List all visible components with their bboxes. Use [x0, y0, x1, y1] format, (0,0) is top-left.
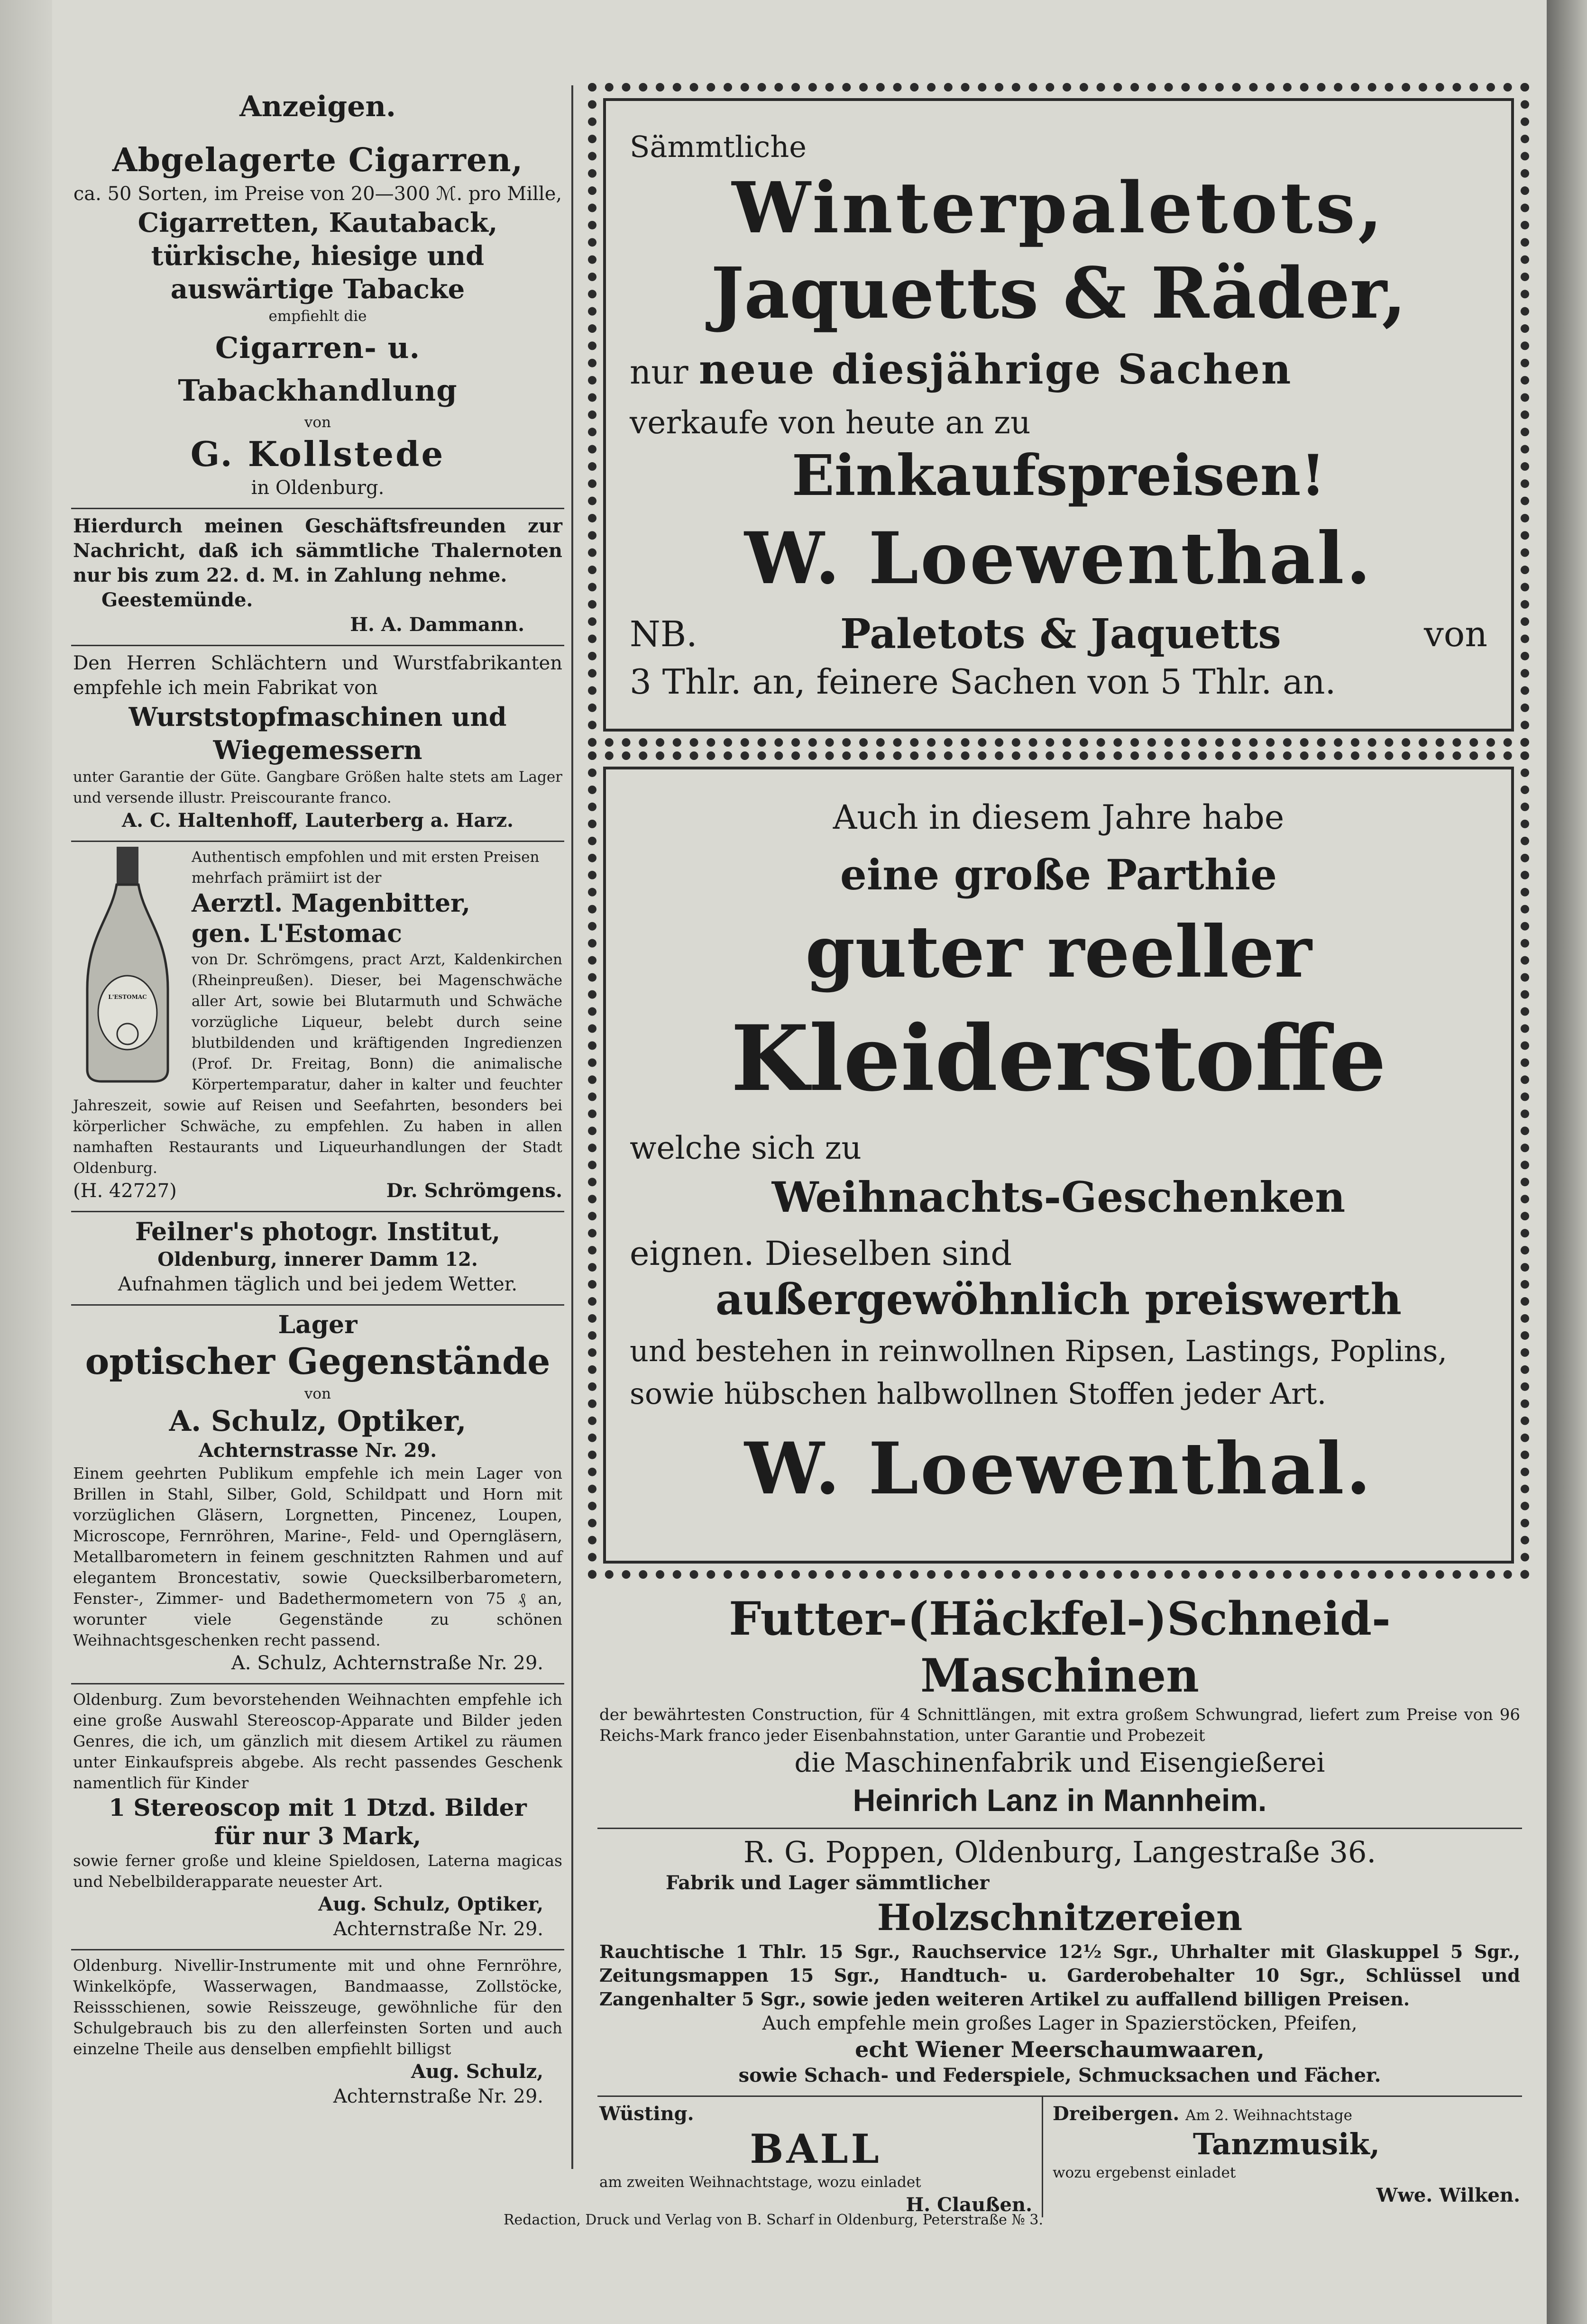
schulz3-sign2: Achternstraße Nr. 29. — [333, 2086, 543, 2107]
box1-l8a: NB. — [630, 614, 697, 655]
box1-l4b: neue diesjährige Sachen — [698, 346, 1293, 393]
box2-l10: sowie hübschen halbwollnen Stoffen jeder Art. — [630, 1376, 1327, 1411]
ad-magenbitter — [71, 842, 564, 1212]
box2-l9: und bestehen in reinwollnen Ripsen, Lastings, Poplins, — [630, 1334, 1448, 1368]
box1-l9: 3 Thlr. an, feinere Sachen von 5 Thlr. an. — [630, 662, 1336, 702]
left-column — [71, 88, 564, 2174]
schulz1-sign: A. Schulz, Achternstraße Nr. 29. — [231, 1652, 543, 1674]
haltenhoff-text1: Den Herren Schlächtern und Wurstfabrikanten empfehle ich mein Fabrikat von — [73, 652, 562, 699]
box2-l1: Auch in diesem Jahre habe — [833, 798, 1284, 837]
ad-ball — [597, 2097, 1043, 2217]
ball-title: BALL — [750, 2125, 882, 2172]
lanz-l2: die Maschinenfabrik und Eisengießerei — [794, 1748, 1325, 1778]
schulz1-text: Einem geehrten Publikum empfehle ich mein Lager von Brillen in Stahl, Silber, Gold, Schildpatt und Horn mit vorzüglichen Gläsern, Lorgnetten, Pincenez, Loupen, Microscope, Fernröhren, Marine-, Feld- und Operngläsern, Metallbarometern in feinem geschnitzten Rahmen und auf elegantem Broncestativ, sowie Quecksilberbarometern, Fenster-, Zimmer- und Badethermometern von 75 ₰ an, worunter viele Gegenstände zu schönen Weihnachtsgeschenken recht passend. — [73, 1464, 562, 1649]
box1-l8b: Paletots & Jaquetts — [840, 610, 1281, 658]
tanz-date: Am 2. Weihnachtstage — [1185, 2107, 1352, 2124]
magenbitter-text: von Dr. Schrömgens, pract Arzt, Kaldenkirchen (Rheinpreußen). Dieser, bei Magenschwäche aller Art, sowie bei Blutarmuth und Schwäche vorzügliche Liqueur, belebt durch seine blutbildenden und kräftigenden Ingredienzen (Prof. Dr. Freitag, Bonn) die animalische Körpertemparatur, daher in kalter und feuchter Jahreszeit, sowie auf Reisen und Seefahrten, besonders bei körperlicher Schwäche, zu empfehlen. Zu haben in allen namhaften Restaurants und Liqueurhandlungen der Stadt Oldenburg. — [73, 951, 562, 1177]
box1-l6: Einkaufspreisen! — [791, 442, 1326, 508]
lanz-title: Futter-(Häckfel-)Schneid-Maschinen — [729, 1592, 1391, 1702]
cigars-line5: empfiehlt die — [268, 308, 367, 325]
cigars-line1: ca. 50 Sorten, im Preise von 20—300 ℳ. pro Mille, — [73, 183, 562, 205]
haltenhoff-title: Wurststopfmaschinen und Wiegemessern — [128, 702, 507, 765]
cigars-line8: G. Kollstede — [190, 434, 445, 474]
tanz-text: wozu ergebenst einladet — [1053, 2164, 1236, 2181]
page-left-edge — [0, 0, 52, 2324]
ad-schulz-optical — [71, 1306, 564, 1684]
poppen-l3: Holzschnitzereien — [877, 1896, 1243, 1939]
box1-l1: Sämmtliche — [630, 129, 807, 164]
lanz-l3: Heinrich Lanz in Mannheim. — [853, 1783, 1267, 1818]
magenbitter-intro: Authentisch empfohlen und mit ersten Preisen mehrfach prämiirt ist der — [192, 849, 540, 887]
ad-row-dance — [597, 2097, 1522, 2217]
cigars-line6: Cigarren- u. Tabackhandlung — [178, 330, 458, 408]
imprint-footer: Redaction, Druck und Verlag von B. Scharf in Oldenburg, Peterstraße № 3. — [503, 2212, 1044, 2228]
lanz-text: der bewährtesten Construction, für 4 Schnittlängen, mit extra großem Schwungrad, liefert zum Preise von 96 Reichs-Mark franco jeder Eisenbahnstation, unter Garantie und Probezeit — [599, 1705, 1520, 1745]
magenbitter-sign: Dr. Schrömgens. — [386, 1180, 562, 1202]
ad-schulz-stereoscop — [71, 1684, 564, 1950]
ball-sign: H. Claußen. — [906, 2194, 1032, 2216]
box2-l11: W. Loewenthal. — [744, 1427, 1373, 1510]
schulz3-sign1: Aug. Schulz, — [411, 2060, 543, 2083]
box1-l5: verkaufe von heute an zu — [630, 404, 1031, 441]
ad-tanz — [1043, 2097, 1522, 2217]
box2-l5: welche sich zu — [630, 1130, 862, 1166]
box1-l4a: nur — [630, 353, 688, 392]
ad-poppen — [597, 1829, 1522, 2097]
poppen-l1: R. G. Poppen, Oldenburg, Langestraße 36. — [743, 1835, 1376, 1869]
cigars-line9: in Oldenburg. — [251, 477, 385, 499]
feilner-addr: Oldenburg, innerer Damm 12. — [157, 1248, 478, 1271]
poppen-l2: Fabrik und Lager sämmtlicher — [666, 1872, 990, 1894]
bottle-label: L'ESTOMAC — [108, 994, 147, 1000]
dammann-place: Geestemünde. — [101, 589, 253, 611]
ball-place: Wüsting. — [599, 2103, 694, 2125]
dammann-text: Hierdurch meinen Geschäftsfreunden zur Nachricht, daß ich sämmtliche Thalernoten nur bis zum 22. d. M. in Zahlung nehme. — [73, 515, 562, 586]
box2-l7: eignen. Dieselben sind — [630, 1234, 1012, 1273]
poppen-text: Rauchtische 1 Thlr. 15 Sgr., Rauchservice 12½ Sgr., Uhrhalter mit Glaskuppel 5 Sgr., Zeitungsmappen 15 Sgr., Handtuch- u. Garderobehalter 10 Sgr., Schlüssel und Zangenhalter 5 Sgr., sowie jeden weiteren Artikel zu auffallend billigen Preisen. — [599, 1941, 1520, 2010]
ad-box-winterpaletots — [588, 83, 1529, 747]
poppen-l7: sowie Schach- und Federspiele, Schmucksachen und Fächer. — [738, 2064, 1381, 2086]
box2-l4: Kleiderstoffe — [731, 1006, 1386, 1111]
feilner-text: Aufnahmen täglich und bei jedem Wetter. — [118, 1273, 518, 1295]
ball-text: am zweiten Weihnachtstage, wozu einladet — [599, 2174, 921, 2191]
ad-lanz — [597, 1586, 1522, 1829]
box1-l8c: von — [1423, 614, 1487, 655]
cigars-line4: auswärtige Tabacke — [170, 274, 465, 305]
magenbitter-title1: Aerztl. Magenbitter, — [192, 889, 470, 918]
dammann-name: H. A. Dammann. — [350, 613, 524, 636]
tanz-title: Tanzmusik, — [1193, 2127, 1380, 2161]
section-header: Anzeigen. — [239, 90, 396, 123]
schulz2-offer2: für nur 3 Mark, — [214, 1822, 422, 1850]
ad-cigars — [71, 134, 564, 509]
box2-l3: guter reeller — [805, 910, 1312, 994]
cigars-line3: türkische, hiesige und — [151, 240, 485, 272]
schulz1-t1: Lager — [278, 1310, 358, 1339]
schulz2-text2: sowie ferner große und kleine Spieldosen, Laterna magicas und Nebelbilderapparate neuester Art. — [73, 1851, 562, 1891]
ad-schulz-instruments — [71, 1950, 564, 2116]
tanz-sign: Wwe. Wilken. — [1376, 2184, 1520, 2206]
schulz2-sign2: Achternstraße Nr. 29. — [333, 1918, 543, 1940]
ad-box-kleiderstoffe — [588, 751, 1529, 1579]
poppen-l5: Auch empfehle mein großes Lager in Spazierstöcken, Pfeifen, — [762, 2013, 1358, 2034]
schulz1-t4: A. Schulz, Optiker, — [169, 1405, 467, 1438]
schulz2-offer1: 1 Stereoscop mit 1 Dtzd. Bilder — [109, 1793, 527, 1821]
ad-feilner — [71, 1212, 564, 1306]
schulz1-t2: optischer Gegenstände — [85, 1340, 550, 1382]
ad-haltenhoff — [71, 646, 564, 842]
box1-l3: Jaquetts & Räder, — [711, 252, 1406, 334]
magenbitter-code: (H. 42727) — [73, 1180, 177, 1202]
box1-l2: Winterpaletots, — [732, 166, 1385, 249]
ad-dammann — [71, 509, 564, 646]
schulz2-text: Oldenburg. Zum bevorstehenden Weihnachten empfehle ich eine große Auswahl Stereoscop-Apparate und Bilder jeden Genres, die ich, um gänzlich mit diesem Artikel zu räumen unter Einkaufspreis abgebe. Als recht passendes Geschenk namentlich für Kinder — [73, 1690, 562, 1792]
schulz2-sign1: Aug. Schulz, Optiker, — [318, 1893, 543, 1915]
box2-l2: eine große Parthie — [840, 850, 1277, 899]
page-right-edge — [1547, 0, 1587, 2324]
box2-l6: Weihnachts-Geschenken — [771, 1172, 1346, 1222]
magenbitter-title2: gen. L'Estomac — [192, 919, 402, 948]
schulz1-t3: von — [304, 1385, 331, 1402]
column-rule — [571, 85, 573, 2169]
cigars-title: Abgelagerte Cigarren, — [112, 141, 523, 179]
cigars-line2: Cigarretten, Kautaback, — [138, 207, 498, 238]
bottle-illustration — [73, 847, 182, 1084]
haltenhoff-sign: A. C. Haltenhoff, Lauterberg a. Harz. — [122, 809, 514, 832]
right-lower-ads — [597, 1586, 1522, 2216]
cigars-line7: von — [304, 414, 331, 431]
box1-l7: W. Loewenthal. — [744, 517, 1373, 600]
schulz3-text: Oldenburg. Nivellir-Instrumente mit und ohne Fernröhre, Winkelköpfe, Wasserwagen, Bandmaasse, Zollstöcke, Reissschienen, sowie Reisszeuge, gewöhnliche für den Schulgebrauch bis zu den allerfeinsten Sorten und auch einzelne Theile aus denselben empfiehlt billigst — [73, 1956, 562, 2058]
tanz-place: Dreibergen. — [1053, 2103, 1180, 2125]
feilner-title: Feilner's photogr. Institut, — [135, 1217, 501, 1246]
haltenhoff-text2: unter Garantie der Güte. Gangbare Größen halte stets am Lager und versende illustr. Preiscourante franco. — [73, 769, 562, 806]
poppen-l6: echt Wiener Meerschaumwaaren, — [855, 2037, 1265, 2062]
schulz1-t5: Achternstrasse Nr. 29. — [198, 1439, 437, 1462]
box2-l8: außergewöhnlich preiswerth — [716, 1274, 1402, 1325]
